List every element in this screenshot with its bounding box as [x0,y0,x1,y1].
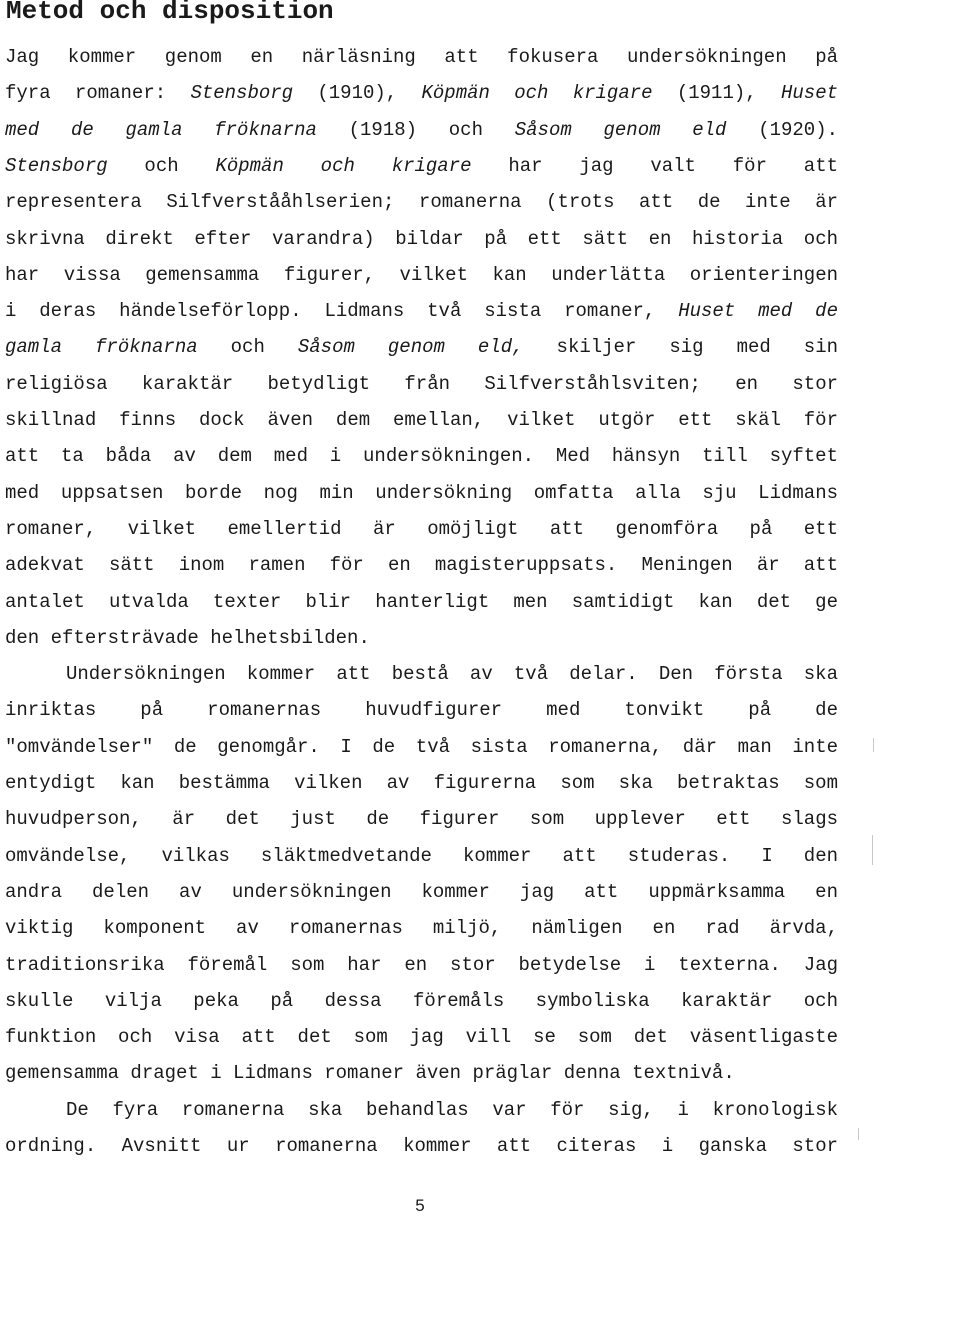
text-line: andra delen av undersökningen kommer jag att uppmärksamma en [5,880,838,903]
text-line: De fyra romanerna ska behandlas var för sig, i kronologisk [66,1098,838,1121]
text-line: ordning. Avsnitt ur romanerna kommer att citeras i ganska stor [5,1135,838,1157]
italic-title: Huset [780,82,838,105]
text-line: Undersökningen kommer att bestå av två delar. Den första ska [66,663,838,686]
text-line: har vissa gemensamma figurer, vilket kan underlätta orienteringen [5,263,838,286]
italic-title: gamla fröknarna [5,336,198,359]
section-heading: Metod och disposition [6,0,334,26]
text-line: entydigt kan bestämma vilken av figurerna som ska betraktas som [5,772,838,794]
text-line: i deras händelseförlopp. Lidmans två sista romaner, Huset med de [5,300,838,323]
text-line: traditionsrika föremål som har en stor betydelse i texterna. Jag [5,953,838,976]
text-line: skrivna direkt efter varandra) bildar på ett sätt en historia och [5,227,838,250]
text-line: inriktas på romanernas huvudfigurer med tonvikt på de [5,699,838,722]
text-line: gemensamma draget i Lidmans romaner även präglar denna textnivå. [5,1062,735,1085]
text-line: omvändelse, vilkas släktmedvetande kommer att studeras. I den [5,844,838,867]
text-line: Stensborg och Köpmän och krigare har jag valt för att [5,154,838,177]
italic-title: Såsom genom eld, [297,336,524,359]
italic-title: Huset med de [678,300,838,323]
italic-title: Stensborg [190,82,294,105]
text-line: den eftersträvade helhetsbilden. [5,626,370,649]
text-line: adekvat sätt inom ramen för en magisteruppsats. Meningen är att [5,554,838,577]
text-line: funktion och visa att det som jag vill se som det väsentligaste [5,1026,838,1049]
text-line: fyra romaner: Stensborg (1910), Köpmän och krigare (1911), Huset [5,82,838,105]
text-line: antalet utvalda texter blir hanterligt men samtidigt kan det ge [5,590,838,613]
text-line: Jag kommer genom en närläsning att fokusera undersökningen på [5,46,838,68]
italic-title: Stensborg [5,154,108,177]
text-line: att ta båda av dem med i undersökningen. Med hänsyn till syftet [5,445,838,468]
page-number: 5 [415,1196,425,1215]
scan-artifact [873,738,874,752]
italic-title: Köpmän och krigare [421,82,653,105]
text-line: gamla fröknarna och Såsom genom eld, skiljer sig med sin [5,336,838,359]
text-line: representera Silfverstååhlserien; romanerna (trots att de inte är [5,191,838,214]
italic-title: Såsom genom eld [514,118,727,141]
text-line: religiösa karaktär betydligt från Silfverståhlsviten; en stor [5,372,838,395]
text-line: skillnad finns dock även dem emellan, vilket utgör ett skäl för [5,409,838,431]
scan-artifact [872,835,873,865]
text-line: "omvändelser" de genomgår. I de två sista romanerna, där man inte [5,735,838,758]
text-line: romaner, vilket emellertid är omöjligt att genomföra på ett [5,517,838,540]
scan-artifact [858,1128,859,1140]
text-line: med uppsatsen borde nog min undersökning omfatta alla sju Lidmans [5,481,838,504]
text-line: med de gamla fröknarna (1918) och Såsom genom eld (1920). [5,118,839,141]
italic-title: Köpmän och krigare [215,154,472,177]
text-line: huvudperson, är det just de figurer som upplever ett slags [5,808,838,831]
text-line: viktig komponent av romanernas miljö, nämligen en rad ärvda, [5,917,838,940]
italic-title: med de gamla fröknarna [5,118,317,141]
text-line: skulle vilja peka på dessa föremåls symboliska karaktär och [5,989,838,1012]
